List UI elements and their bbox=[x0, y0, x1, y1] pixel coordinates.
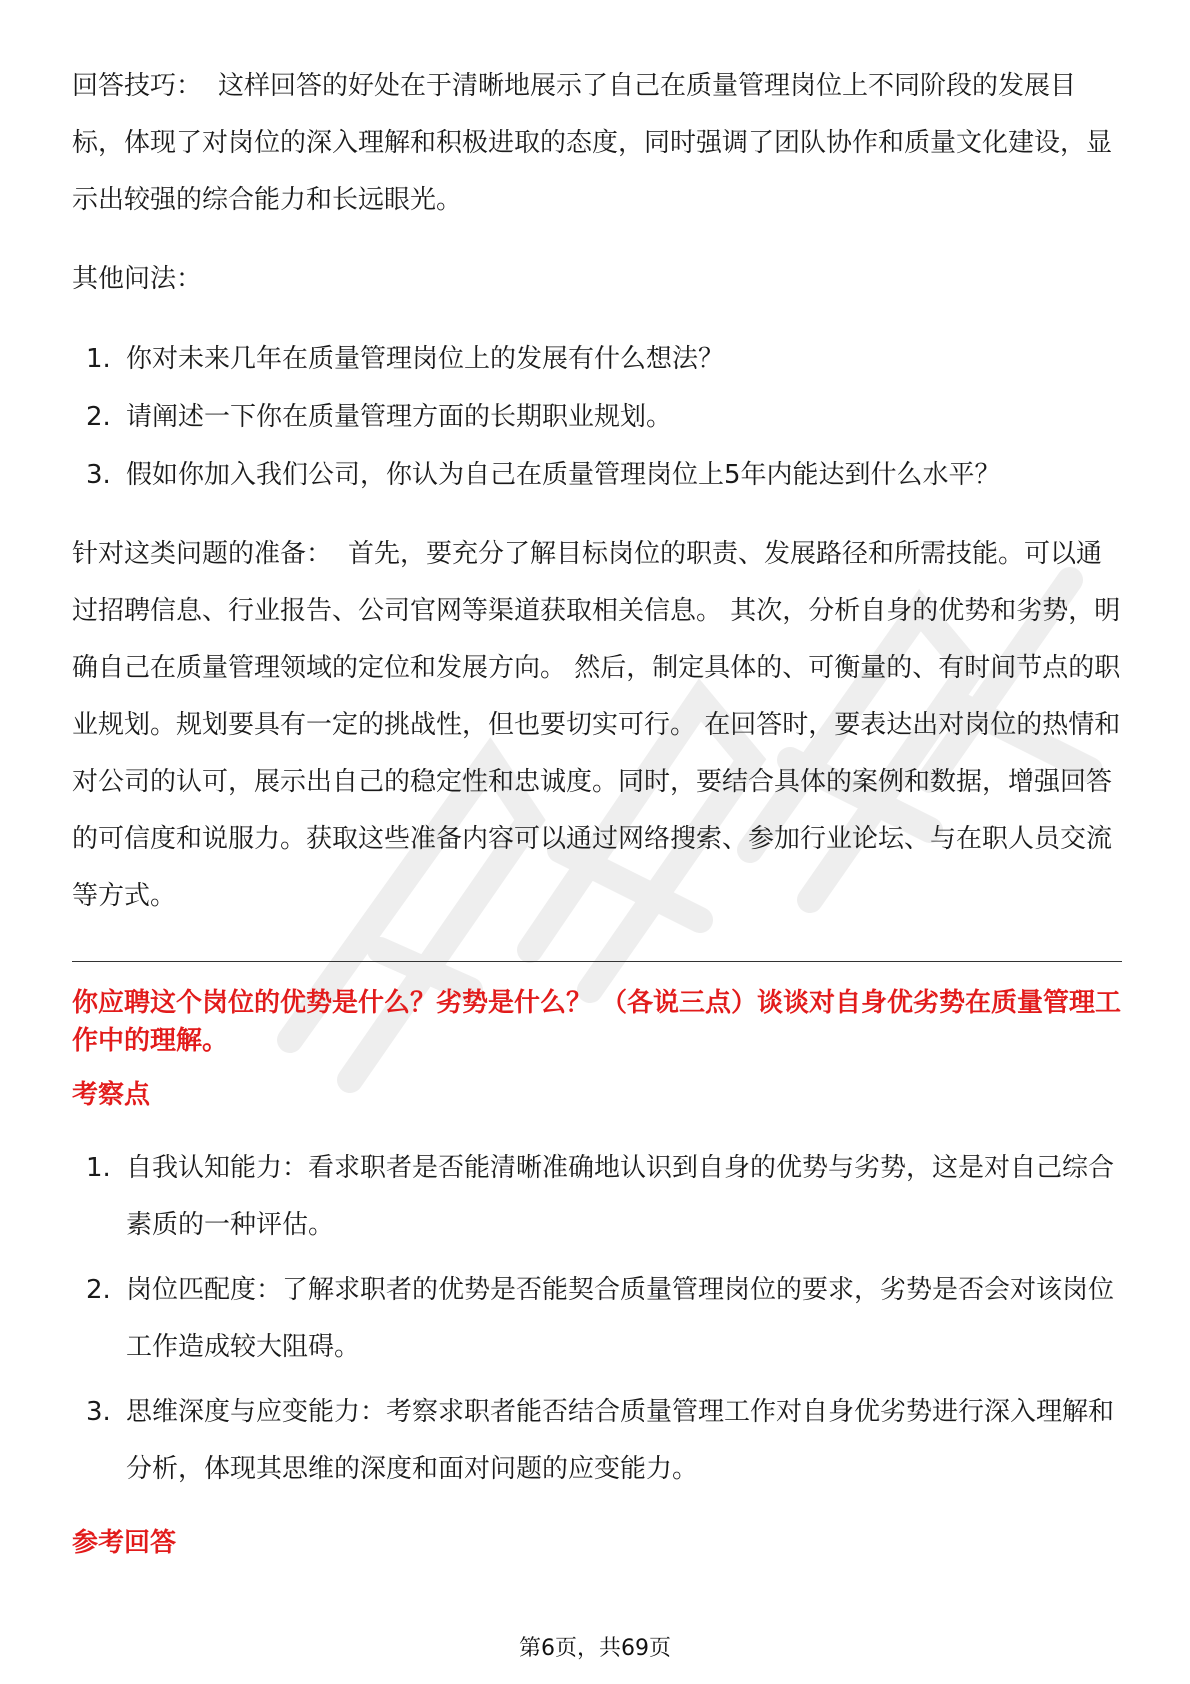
other-questions-label: 其他问法： bbox=[72, 264, 203, 294]
question-heading: 你应聘这个岗位的优势是什么？劣势是什么？ （各说三点）谈谈对自身优劣势在质量管理工作中的理解。 bbox=[72, 988, 1122, 1056]
list-item: 2. 请阐述一下你在质量管理方面的长期职业规划。 bbox=[86, 402, 673, 432]
section-divider bbox=[72, 961, 1122, 962]
answer-tip-paragraph bbox=[72, 58, 1122, 229]
preparation-paragraph bbox=[72, 526, 1122, 925]
list-item: 2. 岗位匹配度：了解求职者的优势是否能契合质量管理岗位的要求，劣势是否会对该岗位工作造成较大阻碍。 bbox=[86, 1275, 1115, 1362]
document-page bbox=[72, 58, 1122, 1562]
reference-answer-heading: 参考回答 bbox=[72, 1528, 177, 1558]
preparation-label: 针对这类问题的准备： bbox=[72, 539, 333, 569]
other-questions-list bbox=[72, 330, 1122, 504]
answer-tip-text: 这样回答的好处在于清晰地展示了自己在质量管理岗位上不同阶段的发展目标，体现了对岗位的深入理解和积极进取的态度，同时强调了团队协作和质量文化建设，显示出较强的综合能力和长远眼光。 bbox=[72, 71, 1113, 215]
answer-tip-label: 回答技巧： bbox=[72, 71, 203, 101]
list-item: 3. 假如你加入我们公司，你认为自己在质量管理岗位上5年内能达到什么水平？ bbox=[86, 460, 1001, 490]
preparation-text: 首先，要充分了解目标岗位的职责、发展路径和所需技能。可以通过招聘信息、行业报告、公司官网等渠道获取相关信息。 其次，分析自身的优势和劣势，明确自己在质量管理领域的定位和发展方向。 然后，制定具体的、可衡量的、有时间节点的职业规划。规划要具有一定的挑战性，但也要切实可行。 在回答时，要表达出对岗位的热情和对公司的认可，展示出自己的稳定性和忠诚度。同时，要结合具体的案例和数据，增强回答的可信度和说服力。获取这些准备内容可以通过网络搜索、参加行业论坛、与在职人员交流等方式。 bbox=[72, 539, 1121, 911]
list-item: 1. 你对未来几年在质量管理岗位上的发展有什么想法？ bbox=[86, 344, 725, 374]
focus-list bbox=[72, 1140, 1122, 1498]
page-number: 第6页，共69页 bbox=[519, 1636, 671, 1661]
focus-heading: 考察点 bbox=[72, 1080, 151, 1110]
list-item: 1. 自我认知能力：看求职者是否能清晰准确地认识到自身的优势与劣势，这是对自己综合素质的一种评估。 bbox=[86, 1153, 1115, 1240]
list-item: 3. 思维深度与应变能力：考察求职者能否结合质量管理工作对自身优劣势进行深入理解和分析，体现其思维的深度和面对问题的应变能力。 bbox=[86, 1397, 1115, 1484]
